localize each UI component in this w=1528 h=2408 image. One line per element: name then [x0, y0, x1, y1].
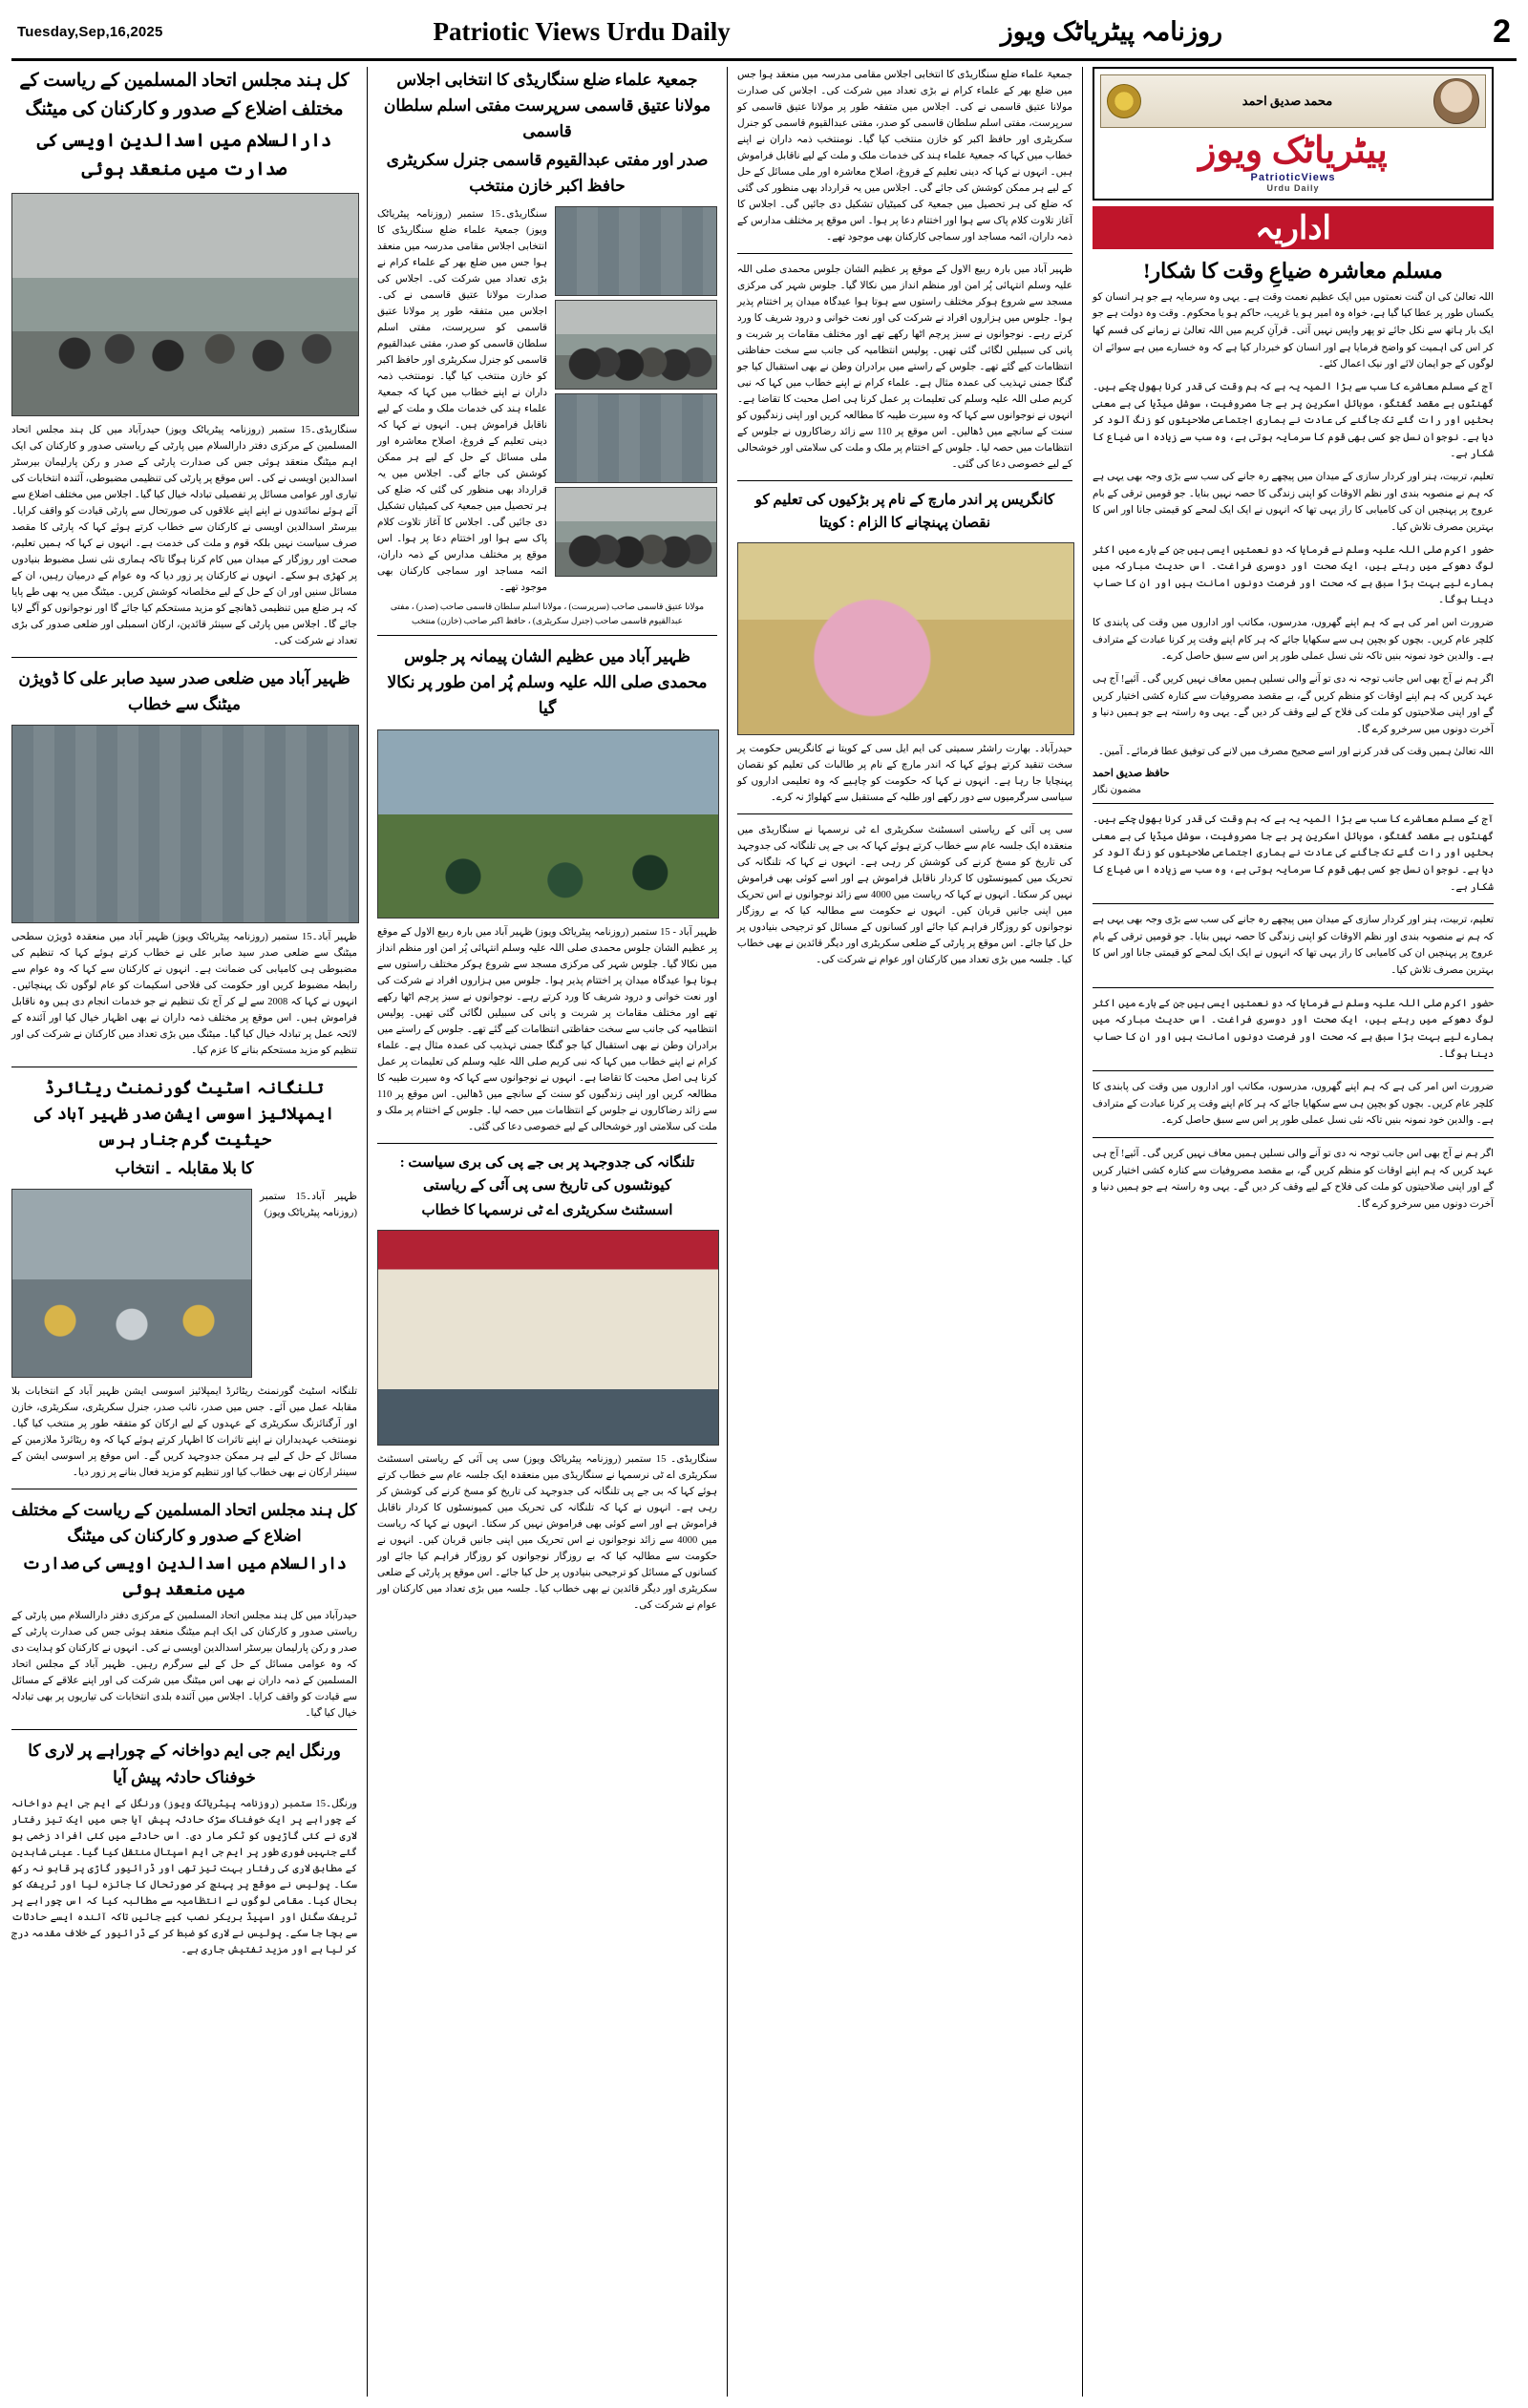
editorial-para-3: حضور اکرم صلی اللہ علیہ وسلم نے فرمایا کہ دو نعمتیں ایسی ہیں جن کے بارے میں اکثر لوگ دھوکے میں رہتے ہیں، ایک صحت اور دوسری فراغت۔ اس حدیث مبارکہ میں ہمارے لیے بہت بڑا سبق ہے کہ صحت اور فرصت دونوں امانت ہیں اور ان کا حساب دینا ہوگا۔ — [1093, 544, 1494, 606]
editorial-extra-4: اگر ہم نے آج بھی اس جانب توجہ نہ دی تو آنے والی نسلیں ہمیں معاف نہیں کریں گی۔ آئیے! آج ہی عہد کریں کہ ہم اپنے اوقات کو منظم کریں گے، بے مقصد مصروفیات سے کنارہ کشی اختیار کریں گے اور اپنی صلاحیتوں کو ملت کی فلاح کے لیے وقف کر دیں گے۔ یہی وہ راستہ ہے جو ہمیں دنیا و آخرت دونوں میں سرخرو کرے گا۔ — [1093, 1149, 1494, 1210]
column-middle — [367, 67, 728, 2397]
editor-portrait — [1433, 78, 1479, 124]
mid-article3-dateline: سنگاریڈی۔ 15 ستمبر (روزنامہ پیٹریاٹک ویوز) — [523, 1453, 718, 1465]
masthead-date: Tuesday,Sep,16,2025 — [17, 24, 163, 40]
mid-article1-caption: مولانا عتیق قاسمی صاحب (سرپرست) ، مولانا اسلم سلطان قاسمی صاحب (صدر) ، مفتی عبدالقیوم قاسمی صاحب (جنرل سکریٹری) ، حافظ اکبر صاحب (خازن) منتخب — [390, 601, 705, 625]
editorial-para-2: تعلیم، تربیت، ہنر اور کردار سازی کے میدان میں پیچھے رہ جانے کی سب سے بڑی وجہ بھی یہی ہے کہ ہم نے منصوبہ بندی اور نظم الاوقات کو اپنی زندگی کا حصہ نہیں بنایا۔ جو قومیں ترقی کے بام عروج پر پہنچیں ان کی کامیابی کا راز یہی تھا کہ انہوں نے ایک ایک لمحے کو قیمتی جانا اور اس کا بہترین مصرف تلاش کیا۔ — [1093, 472, 1494, 533]
mid-article1-headline-line2: صدر اور مفتی عبدالقیوم قاسمی جنرل سکریٹری حافظ اکبر خازن منتخب — [386, 150, 709, 195]
col3-text-3: سی پی آئی کے ریاستی اسسٹنٹ سکریٹری اے ٹی نرسمہا نے سنگاریڈی میں منعقدہ ایک جلسہ عام سے خطاب کرتے ہوئے کہا کہ بی جے پی تلنگانہ کی جدوجہد کی تاریخ کو مسخ کرنے کی کوشش کر رہی ہے۔ انہوں نے کہا کہ تلنگانہ کی تحریک میں کمیونسٹوں کا کردار ناقابل فراموش ہے اور اسے کوئی بھی فراموش نہیں کر سکتا۔ انہوں نے کہا کہ ریاست میں 4000 سے زائد نوجوانوں نے اس تحریک میں اپنی جانیں قربان کیں۔ انہوں نے حکومت سے مطالبہ کیا کہ بے روزگار نوجوانوں کو روزگار فراہم کیا جائے اور کسانوں کے مسائل کو ترجیحی بنیادوں پر حل کیا جائے۔ اس موقع پر پارٹی کے ضلعی سکریٹری اور دیگر قائدین نے بھی خطاب کیا۔ جلسہ میں بڑی تعداد میں کارکنان اور عوام نے شرکت کی۔ — [737, 825, 1072, 965]
mid-article3-headline2: اسسٹنٹ سکریٹری اے ٹی نرسمہا کا خطاب — [421, 1202, 673, 1218]
mid-article2-photo — [377, 729, 719, 919]
mid-article3-headline: تلنگانہ کی جدوجہد پر بی جے پی کی بری سیاست : کیونٹسوں کی تاریخ سی پی آئی کے ریاستی — [399, 1154, 695, 1193]
editorial-headline: مسلم معاشرہ ضیاعِ وقت کا شکار! — [1143, 258, 1443, 283]
editorial-extra-2: حضور اکرم صلی اللہ علیہ وسلم نے فرمایا کہ دو نعمتیں ایسی ہیں جن کے بارے میں اکثر لوگ دھوکے میں رہتے ہیں، ایک صحت اور دوسری فراغت۔ اس حدیث مبارکہ میں ہمارے لیے بہت بڑا سبق ہے کہ صحت اور فرصت دونوں امانت ہیں اور ان کا حساب دینا ہوگا۔ — [1093, 998, 1494, 1060]
article1-headline-line2: دارالسلام میں اسدالدین اویسی کی صدارت میں منعقد ہوئی — [36, 130, 332, 180]
editorial-signature-sub: مضمون نگار — [1093, 785, 1142, 796]
article4-body: حیدرآباد میں کل ہند مجلس اتحاد المسلمین کے مرکزی دفتر دارالسلام میں پارٹی کے ریاستی صدور و کارکنان کی ایک اہم میٹنگ منعقد ہوئی جس کی صدارت پارٹی کے صدر و رکن پارلیمان بیرسٹر اسدالدین اویسی نے کی۔ انہوں نے کارکنان کو ہدایت دی کہ وہ عوامی مسائل کے حل کے لیے سرگرم رہیں۔ ظہیر آباد کے مجلس اتحاد المسلمین کے ذمہ داران نے بھی اس میٹنگ میں شرکت کی اور اپنے علاقے کے مسائل سے قیادت کو واقف کرایا۔ اجلاس میں آئندہ بلدی انتخابات کی تیاریوں پر بھی تبادلہ خیال کیا گیا۔ — [11, 1611, 357, 1720]
article2-headline: ظہیر آباد میں ضلعی صدر سید صابر علی کا ڈویژن میٹنگ سے خطاب — [18, 668, 350, 713]
mid-article1-headline-line1: جمعیۃ علماء ضلع سنگاریڈی کا انتخابی اجلاس مولانا عتیق قاسمی سرپرست مفتی اسلم سلطان قاسمی — [383, 71, 711, 141]
mid-article1-photo-4 — [555, 487, 717, 577]
masthead-urdu-title: روزنامہ پیٹریاٹک ویوز — [1000, 17, 1223, 46]
editorial-para-6: اللہ تعالیٰ ہمیں وقت کی قدر کرنے اور اسے صحیح مصرف میں لانے کی توفیق عطا فرمائے۔ آمین۔ — [1097, 747, 1494, 758]
column-editorial — [1083, 67, 1494, 2397]
article2-photo — [11, 725, 359, 923]
column-middle-right — [728, 67, 1083, 2397]
mid-article1-photo-grid — [555, 206, 717, 596]
brand-person-bar — [1100, 74, 1486, 128]
editorial-para-5: اگر ہم نے آج بھی اس جانب توجہ نہ دی تو آنے والی نسلیں ہمیں معاف نہیں کریں گی۔ آئیے! آج ہی عہد کریں کہ ہم اپنے اوقات کو منظم کریں گے، بے مقصد مصروفیات سے کنارہ کشی اختیار کریں گے اور اپنی صلاحیتوں کو ملت کی فلاح کے لیے وقف کر دیں گے۔ یہی وہ راستہ ہے جو ہمیں دنیا و آخرت دونوں میں سرخرو کرے گا۔ — [1093, 673, 1494, 735]
kavitha-headline: کانگریس پر اندر مارچ کے نام پر بڑکیوں کی تعلیم کو نقصان پہنچانے کا الزام : کویتا — [754, 493, 1055, 531]
article5-body: ورنگل کے ایم جی ایم دواخانہ کے چوراہے پر ایک خوفناک سڑک حادثہ پیش آیا جس میں ایک تیز رفتار لاری نے کئی گاڑیوں کو ٹکر مار دی۔ اس حادثے میں کئی افراد زخمی ہو گئے جنہیں فوری طور پر ایم جی ایم اسپتال منتقل کیا گیا۔ عینی شاہدین کے مطابق لاری کی رفتار بہت تیز تھی اور ڈرائیور گاڑی پر قابو نہ رکھ سکا۔ پولیس نے موقع پر پہنچ کر صورتحال کا جائزہ لیا اور ٹریفک کو بحال کیا۔ مقامی لوگوں نے انتظامیہ سے مطالبہ کیا کہ اس چوراہے پر ٹریفک سگنل اور اسپیڈ بریکر نصب کیے جائیں تاکہ آئندہ ایسے حادثات سے بچا جا سکے۔ پولیس نے لاری کو ضبط کر کے ڈرائیور کے خلاف مقدمہ درج کر لیا ہے اور مزید تفتیش جاری ہے۔ — [11, 1798, 357, 1955]
column-left — [11, 67, 367, 2397]
editorial-extra-0: آج کے مسلم معاشرے کا سب سے بڑا المیہ یہ ہے کہ ہم وقت کی قدر کرنا بھول چکے ہیں۔ گھنٹوں بے مقصد گفتگو، موبائل اسکرین پر بے جا مصروفیت، سوشل میڈیا کی بے معنی بحثیں اور رات گئے تک جاگنے کی عادت نے ہماری اجتماعی صلاحیتوں کو زنگ آلود کر دیا ہے۔ نوجوان نسل جو کسی بھی قوم کا سرمایہ ہوتی ہے، وہ سب سے زیادہ اس ضیاع کا شکار ہے۔ — [1093, 814, 1495, 893]
masthead — [11, 10, 1517, 61]
article5-headline: ورنگل ایم جی ایم دواخانہ کے چوراہے پر لاری کا خوفناک حادثہ پیش آیا — [28, 1742, 341, 1786]
article2-body: ظہیر آباد میں منعقدہ ڈویژن سطحی میٹنگ سے ضلعی صدر سید صابر علی نے خطاب کرتے ہوئے کہا کہ تنظیم کی مضبوطی ہی کامیابی کی ضمانت ہے۔ انہوں نے کارکنان سے کہا کہ وہ عوام سے رابطہ مضبوط کریں اور حکومت کی فلاحی اسکیمات کو عام لوگوں تک پہنچائیں۔ انہوں نے کہا کہ 2008 سے لے کر آج تک تنظیم نے جو خدمات انجام دی ہیں وہ ناقابل فراموش ہیں۔ اس موقع پر مختلف ذمہ داران نے بھی اظہار خیال کیا اور آئندہ کے لائحہ عمل پر تبادلہ خیال کیا گیا۔ میٹنگ میں بڑی تعداد میں کارکنان نے شرکت کی اور تنظیم کو مزید مستحکم بنانے کا عزم کیا۔ — [11, 931, 357, 1056]
mid-article1-body: جمعیۃ علماء ضلع سنگاریڈی کا انتخابی اجلاس مقامی مدرسہ میں منعقد ہوا جس میں ضلع بھر کے علماء کرام نے بڑی تعداد میں شرکت کی۔ اجلاس کی صدارت مولانا عتیق قاسمی نے کی۔ اجلاس میں متفقہ طور پر مولانا عتیق قاسمی کو سرپرست، مفتی اسلم سلطان قاسمی کو صدر، مفتی عبدالقیوم قاسمی کو جنرل سکریٹری اور حافظ اکبر کو خازن منتخب کیا گیا۔ نومنتخب ذمہ داران نے اپنے خطاب میں کہا کہ جمعیۃ علماء ہند کی خدمات ملک و ملت کے لیے ناقابل فراموش ہیں۔ انہوں نے کہا کہ دینی تعلیم کے فروغ، اصلاح معاشرہ اور ملی مسائل کے حل کے لیے ہر ممکن کوشش کی جائے گی۔ اجلاس میں یہ قرارداد بھی منظور کی گئی کہ ضلع کی ہر تحصیل میں جمعیۃ کی کمیٹیاں تشکیل دی جائیں گی۔ اجلاس کا آغاز تلاوت کلام پاک سے ہوا اور اختتام دعا پر ہوا۔ اس موقع پر مختلف مدارس کے ذمہ داران، ائمہ مساجد اور سماجی کارکنان بھی موجود تھے۔ — [377, 224, 547, 593]
mid-article1-photo-2 — [555, 300, 717, 390]
mid-article1-dateline: سنگاریڈی۔15 ستمبر (روزنامہ پیٹریاٹک ویوز) — [377, 208, 547, 236]
col3-text-2: ظہیر آباد میں بارہ ربیع الاول کے موقع پر عظیم الشان جلوس محمدی صلی اللہ علیہ وسلم انتہائی پُر امن اور منظم انداز میں نکالا گیا۔ جلوس شہر کی مرکزی مسجد سے شروع ہوکر مختلف راستوں سے ہوتا ہوا عیدگاہ میدان پر اختتام پذیر ہوا۔ جلوس میں ہزاروں افراد نے شرکت کی اور نعت خوانی و درود شریف کا ورد کرتے رہے۔ نوجوانوں نے سبز پرچم اٹھا رکھے تھے اور مختلف مقامات پر شربت و پانی کی سبیلیں لگائی گئی تھیں۔ پولیس انتظامیہ کی جانب سے سخت حفاظتی انتظامات کیے گئے تھے۔ جلوس کے راستے میں برادران وطن نے بھی استقبال کیا جو گنگا جمنی تہذیب کی عمدہ مثال ہے۔ علماء کرام نے اپنے خطاب میں کہا کہ نبی کریم صلی اللہ علیہ وسلم کی تعلیمات پر عمل کرنا ہی اصل محبت کا تقاضا ہے۔ انہوں نے نوجوانوں سے کہا کہ وہ سیرت طیبہ کا مطالعہ کریں اور اپنی زندگیوں کو سنت کے سانچے میں ڈھالیں۔ اس موقع پر 110 سے زائد رضاکاروں نے جلوس کے انتظامات میں حصہ لیا۔ جلوس کے اختتام پر ملک و ملت کی سلامتی اور خوشحالی کے لیے خصوصی دعا کی گئی۔ — [737, 264, 1072, 470]
editorial-para-1: آج کے مسلم معاشرے کا سب سے بڑا المیہ یہ ہے کہ ہم وقت کی قدر کرنا بھول چکے ہیں۔ گھنٹوں بے مقصد گفتگو، موبائل اسکرین پر بے جا مصروفیت، سوشل میڈیا کی بے معنی بحثیں اور رات گئے تک جاگنے کی عادت نے ہماری اجتماعی صلاحیتوں کو زنگ آلود کر دیا ہے۔ نوجوان نسل جو کسی بھی قوم کا سرمایہ ہوتی ہے، وہ سب سے زیادہ اس ضیاع کا شکار ہے۔ — [1093, 381, 1495, 460]
kavitha-body: حیدرآباد۔ بھارت راشٹر سمیتی کی ایم ایل سی کے کویتا نے کانگریس حکومت پر سخت تنقید کرتے ہوئے کہا کہ اندر مارچ کے نام پر طالبات کی تعلیم کو نقصان پہنچایا جا رہا ہے۔ انہوں نے کہا کہ حکومت کو چاہیے کہ وہ تعلیمی اداروں کو سیاسی سرگرمیوں سے دور رکھے اور طلبہ کے مستقبل سے کھلواڑ نہ کرے۔ — [737, 744, 1072, 803]
article5-dateline: ورنگل۔15 ستمبر (روزنامہ پیٹریاٹک ویوز) — [163, 1798, 357, 1809]
article3-dateline: ظہیر آباد۔15 ستمبر (روزنامہ پیٹریاٹک ویوز) — [260, 1191, 357, 1218]
article1-photo — [11, 193, 359, 416]
award-badge-icon — [1107, 84, 1141, 118]
brand-name-urdu: پیٹریاٹک ویوز — [1199, 131, 1388, 171]
editorial-para-4: ضرورت اس امر کی ہے کہ ہم اپنے گھروں، مدرسوں، مکاتب اور اداروں میں وقت کی پابندی کا کلچر عام کریں۔ بچوں کو بچپن ہی سے سکھایا جائے کہ ہر کام اپنے وقت پر کرنا عبادت کے مترادف ہے۔ والدین خود نمونہ بنیں تاکہ نئی نسل عملی طور پر اس سے سبق حاصل کرے۔ — [1093, 618, 1494, 663]
col3-text-1: جمعیۃ علماء ضلع سنگاریڈی کا انتخابی اجلاس مقامی مدرسہ میں منعقد ہوا جس میں ضلع بھر کے علماء کرام نے بڑی تعداد میں شرکت کی۔ اجلاس کی صدارت مولانا عتیق قاسمی نے کی۔ اجلاس میں متفقہ طور پر مولانا عتیق قاسمی کو سرپرست، مفتی اسلم سلطان قاسمی کو صدر، مفتی عبدالقیوم قاسمی کو جنرل سکریٹری اور حافظ اکبر کو خازن منتخب کیا گیا۔ نومنتخب ذمہ داران نے اپنے خطاب میں کہا کہ جمعیۃ علماء ہند کی خدمات ملک و ملت کے لیے ناقابل فراموش ہیں۔ انہوں نے کہا کہ دینی تعلیم کے فروغ، اصلاح معاشرہ اور ملی مسائل کے حل کے لیے ہر ممکن کوشش کی جائے گی۔ اجلاس میں یہ قرارداد بھی منظور کی گئی کہ ضلع کی ہر تحصیل میں جمعیۃ کی کمیٹیاں تشکیل دی جائیں گی۔ اجلاس کا آغاز تلاوت کلام پاک سے ہوا اور اختتام دعا پر ہوا۔ اس موقع پر مختلف مدارس کے ذمہ داران، ائمہ مساجد اور سماجی کارکنان بھی موجود تھے۔ — [737, 70, 1072, 243]
mid-article2-body: ظہیر آباد میں بارہ ربیع الاول کے موقع پر عظیم الشان جلوس محمدی صلی اللہ علیہ وسلم انتہائی پُر امن اور منظم انداز میں نکالا گیا۔ جلوس شہر کی مرکزی مسجد سے شروع ہوکر مختلف راستوں سے ہوتا ہوا عیدگاہ میدان پر اختتام پذیر ہوا۔ جلوس میں ہزاروں افراد نے شرکت کی اور نعت خوانی و درود شریف کا ورد کرتے رہے۔ نوجوانوں نے سبز پرچم اٹھا رکھے تھے اور مختلف مقامات پر شربت و پانی کی سبیلیں لگائی گئی تھیں۔ پولیس انتظامیہ کی جانب سے سخت حفاظتی انتظامات کیے گئے تھے۔ جلوس کے راستے میں برادران وطن نے بھی استقبال کیا جو گنگا جمنی تہذیب کی عمدہ مثال ہے۔ علماء کرام نے اپنے خطاب میں کہا کہ نبی کریم صلی اللہ علیہ وسلم کی تعلیمات پر عمل کرنا ہی اصل محبت کا تقاضا ہے۔ انہوں نے نوجوانوں سے کہا کہ وہ سیرت طیبہ کا مطالعہ کریں اور اپنی زندگیوں کو سنت کے سانچے میں ڈھالیں۔ اس موقع پر 110 سے زائد رضاکاروں نے جلوس کے انتظامات میں حصہ لیا۔ جلوس کے اختتام پر ملک و ملت کی سلامتی اور خوشحالی کے لیے خصوصی دعا کی گئی۔ — [377, 926, 717, 1132]
masthead-english-title: Patriotic Views Urdu Daily — [433, 17, 731, 46]
article2-dateline: ظہیر آباد۔15 ستمبر (روزنامہ پیٹریاٹک ویوز) — [172, 931, 357, 942]
columns-container — [11, 67, 1517, 2397]
brand-name-english-sub: Urdu Daily — [1266, 182, 1320, 193]
editorial-extra-1: تعلیم، تربیت، ہنر اور کردار سازی کے میدان میں پیچھے رہ جانے کی سب سے بڑی وجہ بھی یہی ہے کہ ہم نے منصوبہ بندی اور نظم الاوقات کو اپنی زندگی کا حصہ نہیں بنایا۔ جو قومیں ترقی کے بام عروج پر پہنچیں ان کی کامیابی کا راز یہی تھا کہ انہوں نے ایک ایک لمحے کو قیمتی جانا اور اس کا بہترین مصرف تلاش کیا۔ — [1093, 915, 1494, 977]
editorial-tag: اداریہ — [1093, 206, 1494, 249]
editorial-signature: حافظ صدیق احمد — [1093, 768, 1170, 780]
article3-photo — [11, 1189, 252, 1378]
mid-article1-photo-3 — [555, 393, 717, 483]
kavitha-photo — [737, 542, 1074, 735]
page-number: 2 — [1493, 13, 1511, 50]
article3-headline-line2: کا بلا مقابلہ ۔ انتخاب — [115, 1158, 254, 1177]
mid-article1-photo-1 — [555, 206, 717, 296]
brand-person-name: محمد صدیق احمد — [1242, 94, 1333, 108]
article4-headline-line2: دارالسلام میں اسدالدین اویسی کی صدارت میں منعقد ہوئی — [22, 1554, 347, 1599]
editorial-para-0: اللہ تعالیٰ کی ان گنت نعمتوں میں ایک عظیم نعمت وقت ہے۔ یہی وہ سرمایہ ہے جو ہر انسان کو یکساں طور پر عطا کیا گیا ہے، خواہ وہ امیر ہو یا غریب، حاکم ہو یا محکوم۔ وقت وہ دولت ہے جو ایک بار ہاتھ سے نکل جائے تو پھر واپس نہیں آتی۔ قرآنِ کریم میں اللہ تعالیٰ نے زمانے کی قسم کھا کر اس کی اہمیت کو واضح فرمایا ہے اور انسان کو خبردار کیا ہے کہ وہ خسارے میں ہے سوائے ان لوگوں کے جو ایمان لائے اور نیک اعمال کئے۔ — [1093, 291, 1494, 370]
article1-dateline: سنگاریڈی۔15 ستمبر (روزنامہ پیٹریاٹک ویوز) — [165, 424, 357, 435]
article3-headline-line1: تلنگانہ اسٹیٹ گورنمنٹ ریٹائرڈ ایمپلائیز اسوسی ایشن صدر ظہیر آباد کی حیثیت گرم جنار ہرس — [33, 1078, 335, 1150]
editorial-extra-3: ضرورت اس امر کی ہے کہ ہم اپنے گھروں، مدرسوں، مکاتب اور اداروں میں وقت کی پابندی کا کلچر عام کریں۔ بچوں کو بچپن ہی سے سکھایا جائے کہ ہر کام اپنے وقت پر کرنا عبادت کے مترادف ہے۔ والدین خود نمونہ بنیں تاکہ نئی نسل عملی طور پر اس سے سبق حاصل کرے۔ — [1093, 1082, 1494, 1127]
article1-headline-line1: کل ہند مجلس اتحاد المسلمین کے ریاست کے مختلف اضلاع کے صدور و کارکنان کی میٹنگ — [19, 71, 350, 120]
mid-article2-headline: ظہیر آباد میں عظیم الشان پیمانہ پر جلوس محمدی صلی اللہ علیہ وسلم پُر امن طور پر نکالا گیا — [387, 647, 708, 718]
article4-headline-line1: کل ہند مجلس اتحاد المسلمین کے ریاست کے مختلف اضلاع کے صدور و کارکنان کی میٹنگ — [11, 1500, 357, 1545]
mid-article3-photo — [377, 1230, 719, 1446]
article3-body: تلنگانہ اسٹیٹ گورنمنٹ ریٹائرڈ ایمپلائیز اسوسی ایشن ظہیر آباد کے انتخابات بلا مقابلہ عمل میں آئے۔ جس میں صدر، نائب صدر، جنرل سکریٹری، سکریٹری، خازن اور آرگنائزنگ سکریٹری کے عہدوں کے لیے ارکان کو متفقہ طور پر منتخب کیا گیا۔ نومنتخب عہدیداران نے اپنے تاثرات کا اظہار کرتے ہوئے کہا کہ وہ ریٹائرڈ ملازمین کے مسائل کے حل کے لیے ہر ممکن جدوجہد کریں گے۔ اس موقع پر اسوسی ایشن کے سینئر ارکان نے بھی خطاب کیا اور تنظیم کو مزید فعال بنانے پر زور دیا۔ — [11, 1385, 357, 1478]
article1-body: حیدرآباد میں کل ہند مجلس اتحاد المسلمین کے مرکزی دفتر دارالسلام میں پارٹی کے ریاستی صدور و کارکنان کی ایک اہم میٹنگ منعقد ہوئی جس کی صدارت پارٹی کے صدر و رکن پارلیمان بیرسٹر اسدالدین اویسی نے کی۔ اس موقع پر پارٹی کی تنظیمی مضبوطی، آئندہ انتخابات کی تیاری اور عوامی مسائل پر تفصیلی تبادلہ خیال کیا گیا۔ اجلاس میں مختلف اضلاع سے آئے ہوئے نمائندوں نے اپنے اپنے علاقوں کی صورتحال سے پارٹی قیادت کو واقف کرایا۔ بیرسٹر اسدالدین اویسی نے کارکنان سے خطاب کرتے ہوئے کہا کہ پارٹی کا مقصد صرف سیاست نہیں بلکہ قوم و ملت کی خدمت ہے۔ انہوں نے کہا کہ ہمیں تعلیم، صحت اور روزگار کے میدان میں کام کرنا ہوگا تاکہ ہماری نئی نسل مضبوط بنیادوں پر کھڑی ہو سکے۔ انہوں نے کارکنان پر زور دیا کہ وہ عوام کے درمیان رہیں، ان کے مسائل سنیں اور ان کے حل کے لیے مخلصانہ کوشش کریں۔ میٹنگ میں یہ بھی طے پایا کہ ہر ضلع میں تنظیمی ڈھانچے کو مزید مستحکم کیا جائے گا اور نوجوانوں کو آگے لایا جائے گا۔ اجلاس میں پارٹی کے سینئر قائدین، ارکان اسمبلی اور ضلعی صدور کی بڑی تعداد نے شرکت کی۔ — [11, 424, 357, 646]
brand-logo-box — [1093, 67, 1494, 201]
mid-article3-body: سی پی آئی کے ریاستی اسسٹنٹ سکریٹری اے ٹی نرسمہا نے سنگاریڈی میں منعقدہ ایک جلسہ عام سے خطاب کرتے ہوئے کہا کہ بی جے پی تلنگانہ کی جدوجہد کی تاریخ کو مسخ کرنے کی کوشش کر رہی ہے۔ انہوں نے کہا کہ تلنگانہ کی تحریک میں کمیونسٹوں کا کردار ناقابل فراموش ہے اور اسے کوئی بھی فراموش نہیں کر سکتا۔ انہوں نے کہا کہ ریاست میں 4000 سے زائد نوجوانوں نے اس تحریک میں اپنی جانیں قربان کیں۔ انہوں نے حکومت سے مطالبہ کیا کہ بے روزگار نوجوانوں کو روزگار فراہم کیا جائے اور کسانوں کے مسائل کو ترجیحی بنیادوں پر حل کیا جائے۔ اس موقع پر پارٹی کے ضلعی سکریٹری اور دیگر قائدین نے بھی خطاب کیا۔ جلسہ میں بڑی تعداد میں کارکنان اور عوام نے شرکت کی۔ — [377, 1453, 717, 1611]
mid-article2-dateline: ظہیر آباد - 15 ستمبر (روزنامہ پیٹریاٹک ویوز) — [535, 926, 718, 938]
brand-name-english: PatrioticViews — [1250, 171, 1336, 183]
